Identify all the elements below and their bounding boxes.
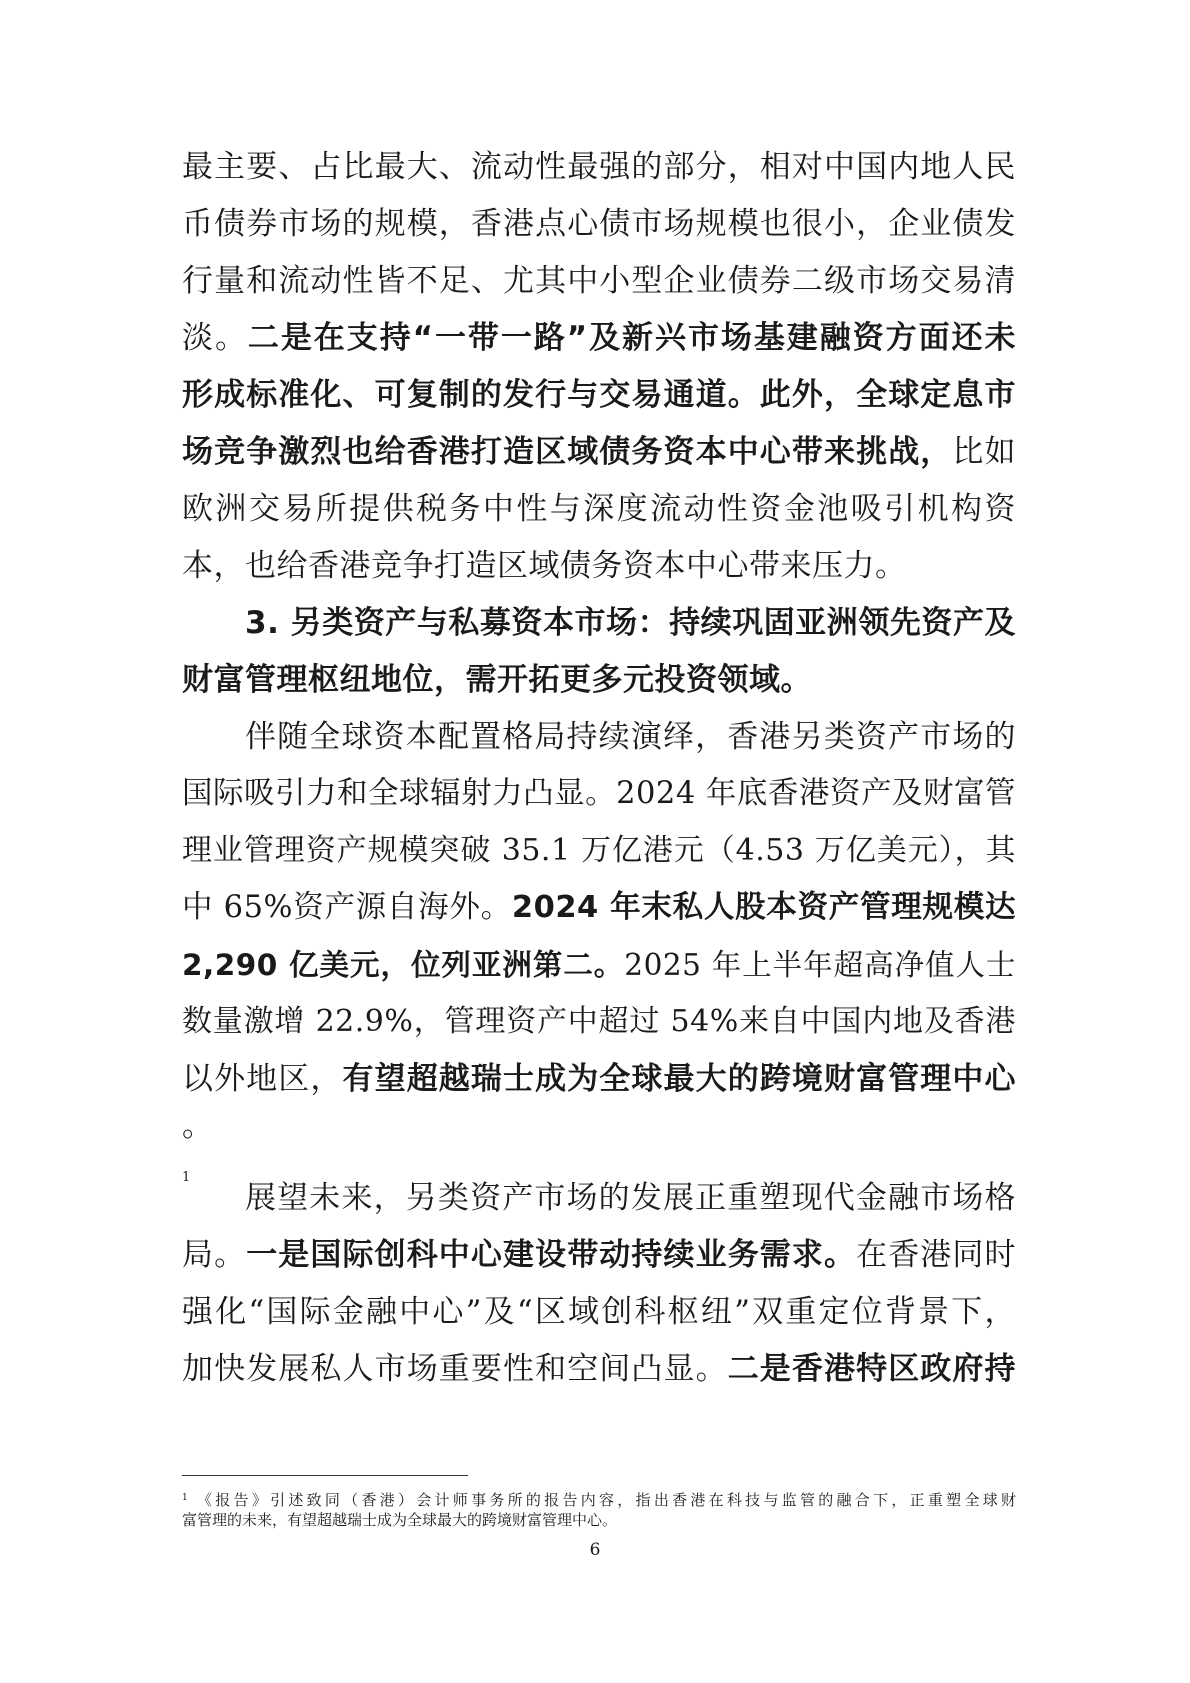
text: 数量激增 22.9%，管理资产中超过 54%来自中国内地及香港 — [182, 1004, 1016, 1039]
heading-text: 3. 另类资产与私募资本市场：持续巩固亚洲领先资产及 — [245, 605, 1016, 641]
text: 在香港同时 — [856, 1237, 1017, 1273]
text: 强化“国际金融中心”及“区域创科枢纽”双重定位背景下， — [182, 1294, 1016, 1330]
footnote-number: 1 — [182, 1493, 188, 1503]
text: 最主要、占比最大、流动性最强的部分，相对中国内地人民 — [182, 149, 1016, 185]
body-line — [182, 204, 1016, 244]
body-line — [182, 831, 1016, 871]
bold-text: 场竞争激烈也给香港打造区域债务资本中心带来挑战， — [182, 434, 953, 470]
text: 展望未来，另类资产市场的发展正重塑现代金融市场格 — [245, 1180, 1016, 1216]
bold-text: 二是香港特区政府持 — [727, 1351, 1017, 1387]
text: 伴随全球资本配置格局持续演绎，香港另类资产市场的 — [245, 719, 1016, 755]
body-line — [182, 318, 1016, 358]
text: 淡。 — [182, 320, 248, 356]
heading-text: 财富管理枢纽地位，需开拓更多元投资领域。 — [182, 662, 812, 698]
text: 中 65%资产源自海外。 — [182, 890, 512, 925]
text: 比如 — [952, 434, 1017, 470]
body-line — [245, 1178, 1016, 1218]
body-line — [182, 774, 1016, 814]
bold-text: 二是在支持“一带一路”及新兴市场基建融资方面还未 — [247, 320, 1017, 356]
footnote-text: 富管理的未来，有望超越瑞士成为全球最大的跨境财富管理中心。 — [182, 1511, 618, 1529]
body-line — [182, 432, 1016, 472]
body-line — [182, 546, 1016, 586]
text: 本，也给香港竞争打造区域债务资本中心带来压力。 — [182, 548, 907, 584]
body-line — [182, 147, 1016, 187]
body-line — [182, 1349, 1016, 1389]
text: 2025 年上半年超高净值人士 — [624, 948, 1017, 982]
bold-text: 2,290 亿美元，位列亚洲第二。 — [182, 948, 625, 982]
bold-text: 有望超越瑞士成为全球最大的跨境财富管理中心 — [342, 1061, 1016, 1097]
body-line — [182, 1059, 1016, 1099]
text: 国际吸引力和全球辐射力凸显。2024 年底香港资产及财富管 — [182, 776, 1016, 811]
section-heading — [245, 603, 1016, 643]
body-line — [182, 888, 1016, 928]
footnote-reference: 1 — [182, 1170, 191, 1185]
body-line — [182, 1002, 1016, 1042]
text: 行量和流动性皆不足、尤其中小型企业债券二级市场交易清 — [182, 263, 1016, 299]
body-line — [182, 1235, 1016, 1275]
footnote-divider — [182, 1475, 468, 1476]
footnote-line — [182, 1509, 1016, 1531]
body-line — [182, 1292, 1016, 1332]
bold-text: 2024 年末私人股本资产管理规模达 — [511, 890, 1016, 925]
footnote-line — [182, 1487, 1016, 1511]
text: 欧洲交易所提供税务中性与深度流动性资金池吸引机构资 — [182, 491, 1016, 527]
text: 加快发展私人市场重要性和空间凸显。 — [182, 1351, 728, 1387]
text: 以外地区， — [182, 1061, 343, 1097]
text: 局。 — [182, 1237, 247, 1273]
body-line — [182, 1106, 1016, 1146]
text: 理业管理资产规模突破 35.1 万亿港元（4.53 万亿美元），其 — [182, 833, 1016, 868]
body-line — [245, 717, 1016, 757]
body-line — [182, 489, 1016, 529]
text: 币债券市场的规模，香港点心债市场规模也很小，企业债发 — [182, 206, 1016, 242]
body-line — [182, 375, 1016, 415]
footnote-text: 《报告》引述致同（香港）会计师事务所的报告内容，指出香港在科技与监管的融合下，正重塑全球财 — [193, 1491, 1016, 1509]
bold-text: 一是国际创科中心建设带动持续业务需求。 — [246, 1237, 857, 1273]
bold-text: 形成标准化、可复制的发行与交易通道。此外，全球定息市 — [182, 377, 1016, 413]
text: 。 — [182, 1108, 214, 1144]
body-line — [182, 945, 1016, 985]
section-heading — [182, 660, 1016, 700]
body-line — [182, 261, 1016, 301]
page-number: 6 — [589, 1540, 601, 1560]
